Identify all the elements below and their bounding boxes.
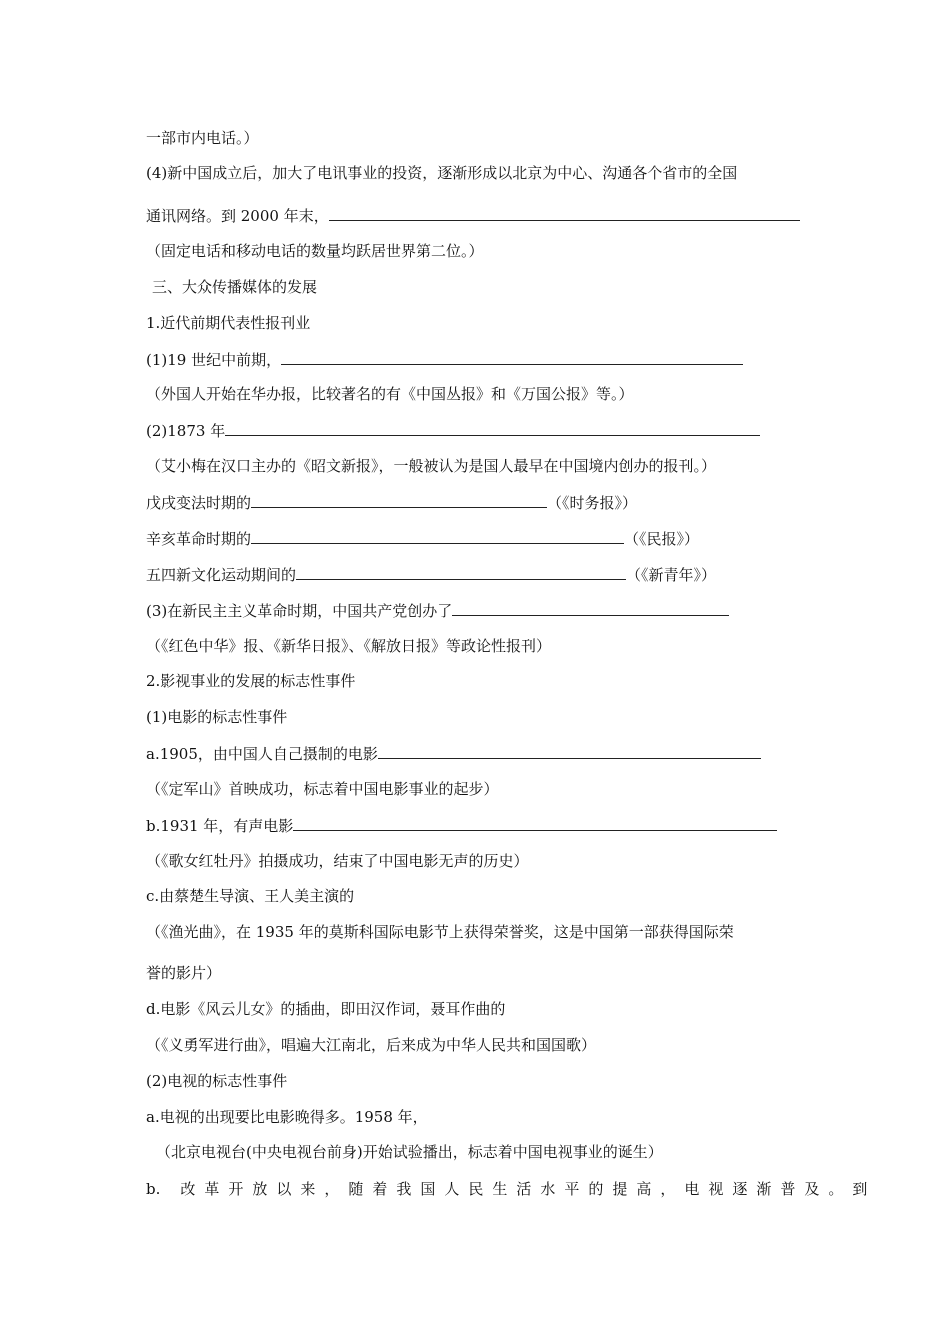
text-line: （北京电视台(中央电视台前身)开始试验播出，标志着中国电视事业的诞生） [156,1143,663,1161]
answer-blank[interactable] [225,420,760,436]
item-marker: b. [146,1180,161,1198]
fill-in-line [146,815,777,836]
fill-in-line [146,743,761,764]
text-line: 誉的影片） [146,964,222,982]
text-line [146,1179,876,1199]
answer-blank[interactable] [281,349,743,365]
line-text: 戊戌变法时期的 [146,494,252,512]
line-text: (1)19 世纪中前期， [146,351,282,369]
hint-text: （《民报》） [624,530,700,548]
text-line: (2)电视的标志性事件 [146,1072,288,1090]
text-line: （外国人开始在华办报，比较著名的有《中国丛报》和《万国公报》等。） [146,385,634,403]
answer-blank[interactable] [452,600,729,616]
text-line: （《歌女红牡丹》拍摄成功，结束了中国电影无声的历史） [146,852,529,870]
text-line: 一部市内电话。） [146,129,259,147]
line-text: b.1931 年，有声电影 [146,817,294,835]
text-line: (4)新中国成立后，加大了电讯事业的投资，逐渐形成以北京为中心、沟通各个省市的全国 [146,164,738,182]
fill-in-line [146,420,760,441]
section-heading: 三、大众传播媒体的发展 [152,278,318,296]
text-line: （《渔光曲》，在 1935 年的莫斯科国际电影节上获得荣誉奖，这是中国第一部获得国际荣 [146,923,734,941]
hint-text: （《时务报》） [547,494,638,512]
subsection-heading: 2.影视事业的发展的标志性事件 [146,672,356,690]
fill-in-line [146,349,743,370]
line-text: (2)1873 年 [146,422,226,440]
text-line: a.电视的出现要比电影晚得多。1958 年， [146,1108,428,1126]
answer-blank[interactable] [329,205,800,221]
fill-in-line [146,492,637,513]
answer-blank[interactable] [293,815,777,831]
line-text: 辛亥革命时期的 [146,530,252,548]
text-line: c.由蔡楚生导演、王人美主演的 [146,887,355,905]
text-line: （艾小梅在汉口主办的《昭文新报》，一般被认为是国人最早在中国境内创办的报刊。） [146,457,717,475]
fill-in-line [146,205,800,226]
text-line: （《定军山》首映成功，标志着中国电影事业的起步） [146,780,499,798]
line-text: (3)在新民主主义革命时期，中国共产党创办了 [146,602,453,620]
line-text: 五四新文化运动期间的 [146,566,297,584]
answer-blank[interactable] [378,743,761,759]
text-line: d.电影《风云儿女》的插曲，即田汉作词，聂耳作曲的 [146,1000,506,1018]
subsection-heading: 1.近代前期代表性报刊业 [146,314,311,332]
text-line: （《义勇军进行曲》，唱遍大江南北，后来成为中华人民共和国国歌） [146,1036,597,1054]
answer-blank[interactable] [251,492,547,508]
text-line: （固定电话和移动电话的数量均跃居世界第二位。） [146,242,484,260]
fill-in-line [146,528,699,549]
answer-blank[interactable] [296,564,626,580]
text-line: (1)电影的标志性事件 [146,708,288,726]
line-text: 改革开放以来，随着我国人民生活水平的提高，电视逐渐普及。到 [180,1180,877,1198]
line-text: a.1905，由中国人自己摄制的电影 [146,745,378,763]
answer-blank[interactable] [251,528,624,544]
hint-text: （《新青年》） [626,566,717,584]
text-line: （《红色中华》报、《新华日报》、《解放日报》等政论性报刊） [146,637,552,655]
line-text: 通讯网络。到 2000 年末， [146,207,329,225]
fill-in-line [146,600,729,621]
fill-in-line [146,564,716,585]
